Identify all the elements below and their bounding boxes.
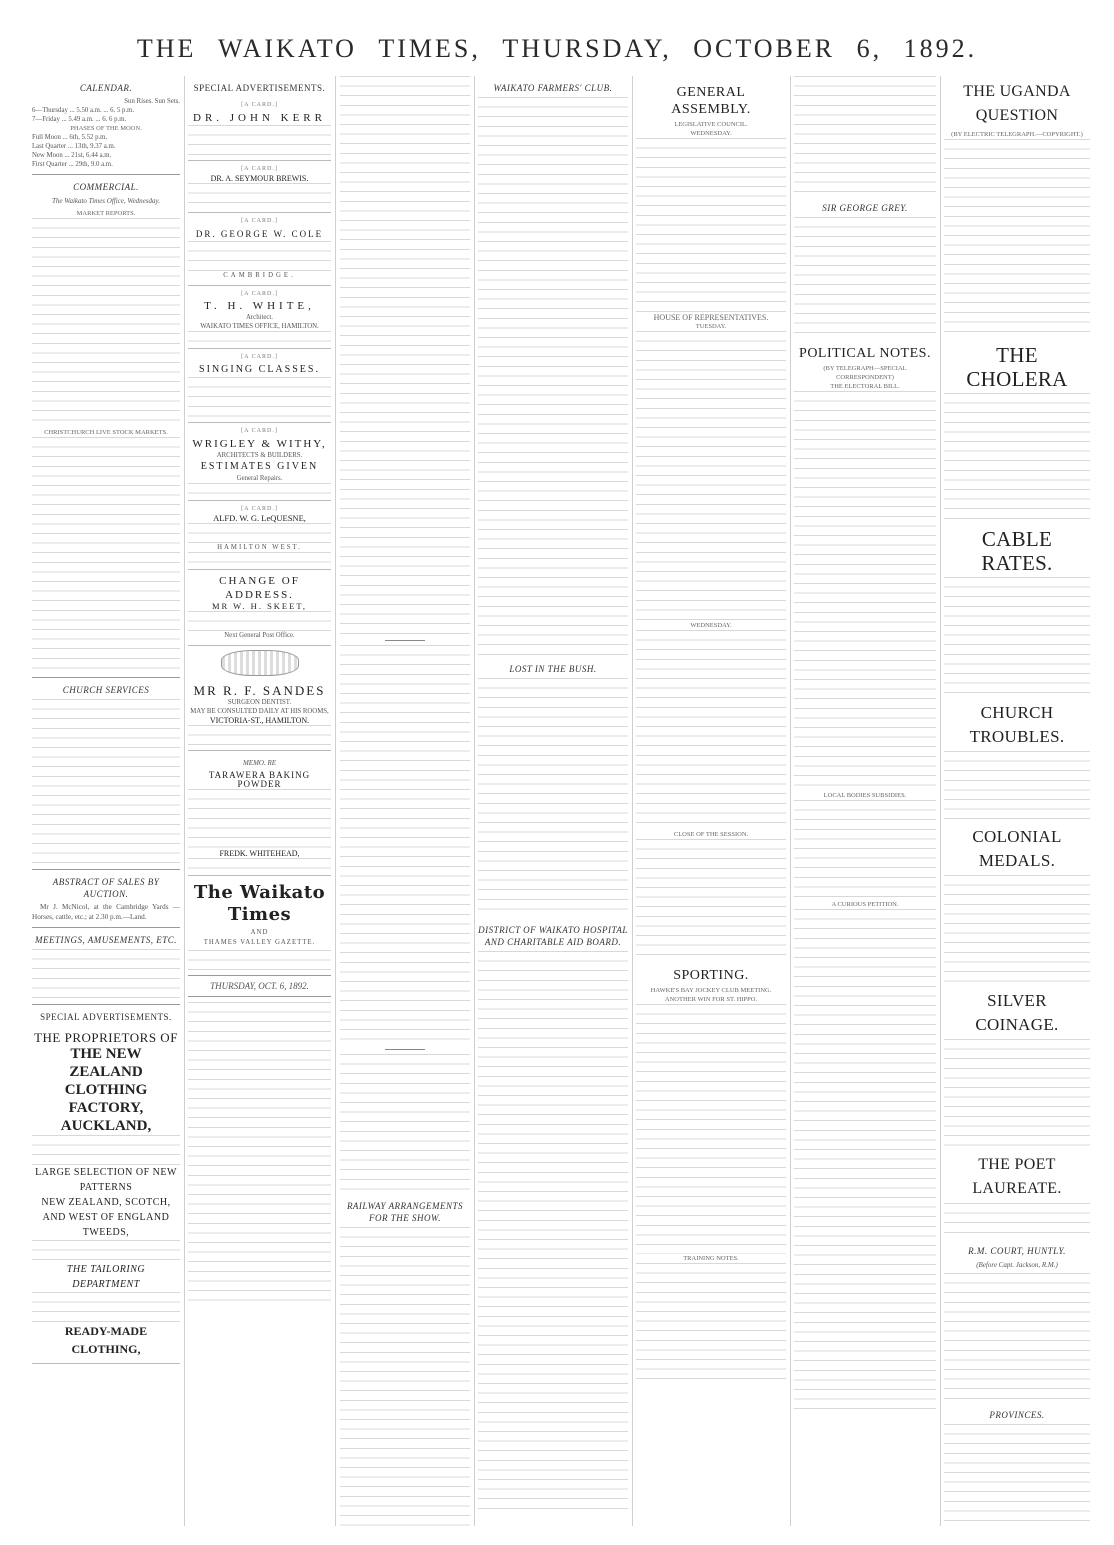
divider	[32, 174, 180, 175]
ad-wrigley	[188, 423, 331, 501]
ad-name: T. H. WHITE,	[204, 300, 315, 313]
nameplate-subtitle: THAMES VALLEY GAZETTE.	[203, 938, 316, 946]
local-bodies-text	[794, 800, 936, 900]
column-4	[478, 76, 628, 1526]
christchurch-heading: CHRISTCHURCH LIVE STOCK MARKETS.	[44, 429, 168, 436]
column-6	[794, 76, 936, 1526]
masthead-word: THE	[136, 34, 197, 63]
ad-text	[188, 183, 331, 207]
abstract-line: Mr J. McNicol, at the Cambridge Yards —Horses, cattle, etc.; at 2.30 p.m.—Land.	[32, 903, 180, 921]
moon-heading: PHASES OF THE MOON.	[70, 125, 142, 132]
meetings-text	[32, 949, 180, 999]
calendar-row: 6—Thursday ... 5.50 a.m. ... 6. 5 p.m.	[32, 107, 135, 114]
ad-white	[188, 286, 331, 350]
house-text-2	[636, 630, 786, 830]
ad-name: DR. A. SEYMOUR BREWIS.	[210, 174, 309, 184]
ad-name: ALFD. W. G. LeQUESNE,	[213, 513, 306, 524]
christchurch-text	[32, 437, 180, 672]
local-notes-text	[340, 645, 470, 1045]
ad-title: SURGEON DENTIST.	[227, 699, 292, 707]
church-troubles-heading: CHURCH TROUBLES.	[969, 703, 1065, 746]
ad-skeet	[188, 570, 331, 646]
card-label: [A CARD.]	[241, 102, 278, 108]
market-report-text	[32, 218, 180, 428]
ad-town: CAMBRIDGE.	[223, 271, 296, 279]
proprietors-line: THE PROPRIETORS OF	[34, 1030, 178, 1046]
railway-heading: RAILWAY ARRANGEMENTS FOR THE SHOW.	[346, 1201, 464, 1223]
meetings-heading: MEETINGS, AMUSEMENTS, ETC.	[34, 935, 178, 946]
ad-title: ARCHITECTS & BUILDERS.	[216, 451, 303, 459]
moon-row: First Quarter ... 29th, 9.0 a.m.	[32, 161, 113, 168]
divider	[385, 640, 425, 641]
ad-consult: MAY BE CONSULTED DAILY AT HIS ROOMS,	[190, 708, 329, 716]
tailoring-text	[32, 1292, 180, 1322]
ad-text	[188, 125, 331, 155]
ad-name: MR R. F. SANDES	[193, 683, 326, 699]
market-heading: MARKET REPORTS.	[76, 210, 136, 217]
wednesday-heading-2: WEDNESDAY.	[690, 622, 732, 629]
ad-address: VICTORIA-ST., HAMILTON.	[209, 716, 310, 726]
special-ads-heading: SPECIAL ADVERTISEMENTS.	[193, 83, 326, 93]
clothing-text	[32, 1135, 180, 1165]
ad-name: WRIGLEY & WITHY,	[192, 437, 327, 450]
electoral-text	[794, 391, 936, 791]
uganda-heading: THE UGANDA QUESTION	[963, 83, 1071, 124]
card-label: [A CARD.]	[241, 354, 278, 361]
house-text	[636, 331, 786, 621]
training-text	[636, 1263, 786, 1383]
masthead-word: 6,	[856, 34, 883, 63]
card-label: [A CARD.]	[241, 290, 278, 297]
ad-text	[188, 241, 331, 271]
ready-made-line: READY-MADE CLOTHING,	[64, 1324, 148, 1357]
uganda-sub: (BY ELECTRIC TELEGRAPH.—COPYRIGHT.)	[951, 131, 1083, 138]
farmers-club-text	[478, 97, 628, 657]
rm-court-text	[944, 1273, 1090, 1403]
issue-dateline: THURSDAY, OCT. 6, 1892.	[210, 981, 309, 992]
house-heading: HOUSE OF REPRESENTATIVES.	[653, 313, 769, 322]
general-assembly-heading: GENERAL ASSEMBLY.	[671, 85, 751, 117]
council-text	[636, 138, 786, 313]
ad-sandes	[188, 680, 331, 751]
ad-text	[188, 611, 331, 631]
silver-text	[944, 1039, 1090, 1149]
masthead-word: THURSDAY,	[502, 34, 672, 63]
card-label: [A CARD.]	[241, 505, 278, 512]
abstract-heading: ABSTRACT OF SALES BY AUCTION.	[52, 877, 160, 899]
ad-repairs: General Repairs.	[236, 474, 283, 482]
ad-name: DR. GEORGE W. COLE	[195, 228, 324, 239]
editorial-continued	[340, 76, 470, 636]
ad-memo: MEMO. RE	[242, 759, 277, 768]
column-1	[32, 76, 180, 1526]
moon-row: Last Quarter ... 13th, 9.37 a.m.	[32, 143, 116, 150]
district-board-heading: DISTRICT OF WAIKATO HOSPITAL AND CHARITABLE AID BOARD.	[478, 925, 628, 947]
close-session-heading: CLOSE OF THE SESSION.	[673, 831, 749, 838]
ad-lequesne	[188, 501, 331, 571]
tweeds-text	[32, 1240, 180, 1262]
column-3	[340, 76, 470, 1526]
clothing-factory-title: THE NEW ZEALAND CLOTHING FACTORY, AUCKLAND,	[60, 1046, 152, 1135]
divider	[188, 996, 331, 997]
divider	[32, 869, 180, 870]
special-ads-heading: SPECIAL ADVERTISEMENTS.	[40, 1012, 172, 1023]
ad-text	[188, 789, 331, 849]
ad-text	[188, 331, 331, 343]
card-label: [A CARD.]	[241, 218, 278, 225]
divider	[32, 1004, 180, 1005]
petition-text	[794, 909, 936, 1409]
divider	[32, 677, 180, 678]
ad-text	[188, 523, 331, 543]
calendar-table	[32, 97, 180, 169]
tweeds-line: NEW ZEALAND, SCOTCH, AND WEST OF ENGLAND TWEEDS,	[41, 1197, 171, 1239]
ad-dr-cole	[188, 213, 331, 286]
railway-text	[340, 1227, 470, 1526]
provinces-text	[944, 1424, 1090, 1526]
divider	[188, 975, 331, 976]
ad-text	[188, 858, 331, 870]
medals-text	[944, 875, 1090, 985]
nameplate-and: AND	[250, 929, 269, 937]
masthead	[0, 34, 1114, 68]
masthead-word: WAIKATO	[217, 34, 357, 63]
ad-dr-kerr	[188, 97, 331, 161]
moon-row: Full Moon ... 6th, 5.52 p.m.	[32, 134, 108, 141]
wednesday-heading: WEDNESDAY.	[690, 130, 732, 137]
electoral-bill-heading: THE ELECTORAL BILL.	[830, 383, 900, 390]
card-label: [A CARD.]	[241, 165, 278, 172]
ad-text	[188, 377, 331, 417]
commercial-subheading: The Waikato Times Office, Wednesday.	[52, 197, 160, 205]
ad-tarawera	[188, 751, 331, 876]
tailoring-line: THE TAILORING DEPARTMENT	[66, 1264, 146, 1291]
ad-dr-brewis	[188, 161, 331, 214]
patterns-line: LARGE SELECTION OF NEW PATTERNS	[35, 1167, 177, 1194]
divider	[32, 927, 180, 928]
dental-illustration	[221, 650, 299, 676]
colonial-medals-heading: COLONIAL MEDALS.	[972, 827, 1062, 870]
ad-text	[188, 552, 331, 564]
cable-text	[944, 577, 1090, 697]
provinces-heading: PROVINCES.	[989, 1410, 1045, 1420]
ad-text	[188, 483, 331, 495]
silver-coinage-heading: SILVER COINAGE.	[975, 991, 1059, 1034]
ad-heading: CHANGE OF ADDRESS.	[219, 575, 300, 602]
column-5	[636, 76, 786, 1526]
editorial-text	[188, 1002, 331, 1302]
column-2	[188, 76, 331, 1526]
lost-in-bush-text	[478, 678, 628, 918]
column-rule	[940, 76, 941, 1526]
lost-in-bush-heading: LOST IN THE BUSH.	[509, 664, 597, 674]
ad-singing	[188, 349, 331, 423]
another-win-heading: ANOTHER WIN FOR ST. HIPPO.	[664, 996, 758, 1003]
church-text	[32, 699, 180, 864]
farmers-club-heading: WAIKATO FARMERS' CLUB.	[493, 83, 613, 93]
clothing-advertisement	[32, 1026, 180, 1364]
divider	[385, 1049, 425, 1050]
district-board-text	[478, 951, 628, 1511]
ad-name: TARAWERA BAKING POWDER	[208, 770, 311, 790]
rm-court-sub: (Before Capt. Jackson, R.M.)	[976, 1261, 1058, 1269]
column-rule	[632, 76, 633, 1526]
column-rule	[184, 76, 185, 1526]
sir-george-grey-heading: SIR GEORGE GREY.	[822, 203, 908, 213]
sporting-text	[636, 1004, 786, 1254]
church-heading: CHURCH SERVICES	[62, 685, 150, 695]
church-troubles-text	[944, 751, 1090, 821]
legislative-council-heading: LEGISLATIVE COUNCIL.	[674, 121, 748, 128]
poet-laureate-heading: THE POET LAUREATE.	[972, 1156, 1062, 1197]
ad-text	[188, 725, 331, 745]
column-7	[944, 76, 1090, 1526]
column-rule	[335, 76, 336, 1526]
ad-address: WAIKATO TIMES OFFICE, HAMILTON.	[200, 323, 319, 331]
masthead-word: TIMES,	[378, 34, 481, 63]
column-rule	[790, 76, 791, 1526]
ad-address: Next General Post Office.	[224, 632, 295, 640]
calendar-row: 7—Friday ... 5.49 a.m. ... 6. 6 p.m.	[32, 116, 127, 123]
political-notes-sub: (BY TELEGRAPH—SPECIAL CORRESPONDENT)	[823, 365, 907, 381]
cholera-heading: THE CHOLERA	[966, 343, 1068, 391]
close-session-text	[636, 839, 786, 959]
political-notes-heading: POLITICAL NOTES.	[799, 346, 931, 361]
calendar-columns: Sun Rises. Sun Sets.	[124, 98, 180, 105]
poet-text	[944, 1203, 1090, 1239]
rm-court-heading: R.M. COURT, HUNTLY.	[968, 1246, 1066, 1256]
ad-name: DR. JOHN KERR	[193, 111, 326, 124]
ad-title: Architect.	[246, 314, 273, 322]
nameplate-motto	[188, 950, 331, 970]
parliament-continued	[794, 76, 936, 196]
cholera-text	[944, 393, 1090, 523]
newspaper-nameplate: The Waikato Times	[193, 882, 326, 926]
tuesday-heading: TUESDAY.	[695, 323, 727, 330]
moon-row: New Moon ... 21st, 6.44 a.m.	[32, 152, 112, 159]
masthead-word: OCTOBER	[693, 34, 836, 63]
ad-name: SINGING CLASSES.	[199, 363, 320, 375]
masthead-word: 1892.	[903, 34, 978, 63]
curious-petition-heading: A CURIOUS PETITION.	[831, 901, 899, 908]
card-label: [A CARD.]	[241, 427, 278, 434]
local-bodies-heading: LOCAL BODIES SUBSIDIES.	[823, 792, 907, 799]
ad-signature: FREDK. WHITEHEAD,	[219, 849, 300, 859]
ad-estimates: ESTIMATES GIVEN	[200, 460, 319, 472]
column-rule	[474, 76, 475, 1526]
hawkes-bay-heading: HAWKE'S BAY JOCKEY CLUB MEETING.	[650, 987, 772, 994]
commercial-heading: COMMERCIAL.	[73, 182, 139, 192]
grey-text	[794, 217, 936, 337]
sporting-heading: SPORTING.	[673, 968, 749, 983]
calendar-heading: CALENDAR.	[79, 83, 133, 93]
cable-rates-heading: CABLE RATES.	[981, 527, 1053, 575]
ad-town: HAMILTON WEST.	[217, 544, 302, 552]
ad-name: MR W. H. SKEET,	[211, 601, 308, 612]
training-heading: TRAINING NOTES.	[683, 1255, 739, 1262]
uganda-text	[944, 139, 1090, 339]
local-notes-text	[340, 1054, 470, 1194]
